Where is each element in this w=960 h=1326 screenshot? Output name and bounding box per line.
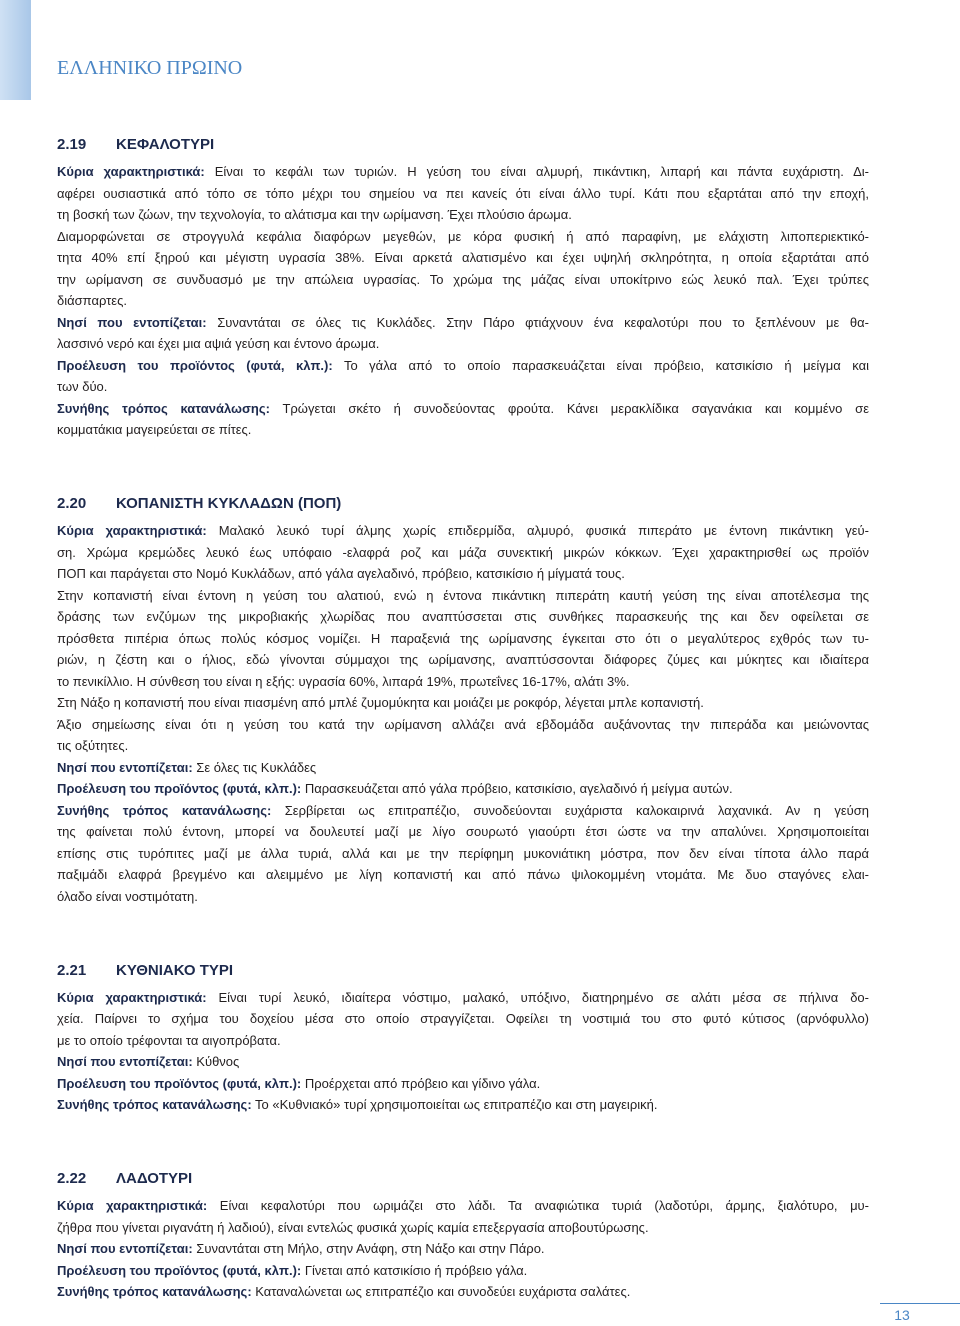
body-text: τις οξύτητες. [57,738,129,753]
text-line-content [57,164,869,179]
body-text: της φαίνεται πολύ έντονη, μπορεί να δουλευτεί μαζί με λίγο σουρωτό γιαούρτι έτσι ώστε να την απαλύνει. Χρησιμοποιείται [57,824,869,839]
text-line [57,183,869,205]
text-line [57,1094,869,1116]
text-line-content [57,1011,869,1026]
body-text: Στη Νάξο η κοπανιστή που είναι πιασμένη από μπλέ ζυμομύκητα και μοιάζει με ροκφόρ, λέγεται μπλε κοπανιστή. [57,695,704,710]
text-line-content [57,566,625,581]
page-header-title: ΕΛΛΗΝΙΚΟ ΠΡΩΙΝΟ [57,57,243,79]
text-line [57,312,869,334]
text-line [57,1238,869,1260]
footer-rule [880,1303,960,1304]
section-number: 2.22 [57,1170,87,1187]
body-text: κομματάκια μαγειρεύεται σε πίτες. [57,422,252,437]
text-line [57,757,869,779]
text-line-content [57,803,869,818]
body-text: επίσης στις τυρόπιτες μαζί με άλλα τυριά, αλλά και με την περίφημη μυκονιάτικη μόστρα, πον δεν είναι τίποτα άλλο παρά [57,845,869,861]
text-line [57,376,869,398]
field-label: Νησί που εντοπίζεται: [57,759,193,775]
body-text: Στην κοπανιστή είναι έντονη η γεύση του αλατιού, ενώ η έντονα πικάντικη πιπεράτη καυτή γεύση της είναι αποτέλεσμα της [57,587,869,603]
field-label: Νησί που εντοπίζεται: [57,1054,193,1069]
text-line-content [57,1198,869,1213]
text-line [57,864,869,886]
section-title: ΚΕΦΑΛΟΤΥΡΙ [116,136,215,153]
text-line-content [57,1284,630,1299]
header-accent-bar [0,0,31,100]
body-text: Σε όλες τις Κυκλάδες [196,759,317,775]
section-2-21 [57,960,869,1116]
text-line [57,692,869,714]
field-label: Προέλευση του προϊόντος (φυτά, κλπ.): [57,781,302,796]
text-line [57,1195,869,1217]
text-line [57,649,869,671]
text-line [57,355,869,377]
body-text: τητα 40% επί ξηρού και μέγιστη υγρασία 38%. Είναι αρκετά αλατισμένο και έχει υψηλή σκληρότητα, η οποία εξαρτάται από [57,250,869,265]
text-line [57,1281,869,1303]
field-label: Νησί που εντοπίζεται: [57,314,207,330]
body-text: λασσινό νερό και έχει μια αψιά γεύση και έντονο άρωμα. [57,336,380,351]
text-line [57,226,869,248]
text-line-content [57,293,127,308]
text-line [57,735,869,757]
body-text: Κύθνος [196,1054,240,1069]
text-line-content [57,609,869,624]
text-line-content [57,272,869,287]
text-line-content [57,545,869,560]
body-text: Μαλακό λευκό τυρί άλμης χωρίς επιδερμίδα, αλμυρό, φυσικά πιπεράτο με έντονη πικάντικη γεύ- [218,523,869,538]
text-line [57,1217,869,1239]
body-text: αφέρει ουσιαστικά από τόπο σε τόπο μέχρι του σημείου να πει κανείς ότι είναι άλλο τυρί. Κάτι που εξαρτάται από την εποχή, [57,185,869,201]
text-line-content [57,738,128,753]
body-text: το πενικίλλιο. Η σύνθεση του είναι η εξής: υγρασία 60%, λιπαρά 19%, πρωτεΐνες 16-17%, αλάτι 3%. [57,673,630,689]
text-line-content [57,1054,239,1069]
text-line [57,714,869,736]
text-line-content [57,781,733,796]
section-heading [57,960,869,982]
text-line-content [57,379,107,394]
text-line-content [57,1033,281,1048]
text-line-content [57,401,869,416]
text-line-content [57,523,869,538]
body-text: Είναι τυρί λευκό, ιδιαίτερα νόστιμο, μαλακό, υπόξινο, διατηρημένο σε αλάτι μέσα σε πήλινα δο- [218,989,869,1005]
text-line-content [57,1097,657,1112]
body-text: δράσης των ενζύμων της μικροβιακής χλωρίδας που αναπτύσσεται στις συνθήκες παρασκευής της και δεν οφείλεται σε [57,609,869,624]
text-line [57,204,869,226]
text-line [57,247,869,269]
text-line-content [57,990,869,1005]
text-line [57,269,869,291]
body-text: ριών, η ζέστη και ο ήλιος, εδώ γίνονται σύμμαχοι της ωρίμανσης, αναπτύσσονται διάφορες ζύμες και μύκητες και ιδιαίτερα [57,652,869,667]
field-label: Νησί που εντοπίζεται: [57,1241,193,1256]
text-line-content [57,1241,545,1256]
field-label: Προέλευση του προϊόντος (φυτά, κλπ.): [57,1075,302,1091]
section-2-20 [57,493,869,907]
text-line [57,606,869,628]
field-label: Προέλευση του προϊόντος (φυτά, κλπ.): [57,357,333,373]
text-line [57,1008,869,1030]
body-text: Γίνεται από κατσικίσιο ή πρόβειο γάλα. [304,1262,528,1278]
body-text: ΠΟΠ και παράγεται στο Νομό Κυκλάδων, από γάλα αγελαδινό, πρόβειο, κατσικίσιο ή μίγματά τους. [57,566,625,581]
body-text: παξιμάδι ελαφρά βρεγμένο και αλειμμένο με λίγη κοπανιστή και από πάνω ψιλοκομμένη ντομάτα. Με δυο σταγόνες ελαι- [57,867,869,882]
body-text: διάσπαρτες. [57,293,127,308]
text-line [57,398,869,420]
body-text: ζήθρα που γίνεται ριγανάτη ή λαδιού), είναι εντελώς φυσικά χωρίς καμία επεξεργασία αποβουτύρωσης. [57,1219,649,1235]
text-line [57,520,869,542]
text-line-content [57,588,869,603]
body-text: την ωρίμανση σε συνδυασμό με την απώλεια υγρασίας. Το χρώμα της μάζας είναι υποκίτρινο εώς λευκό παλ. Έχει τρύπες [57,271,869,287]
section-title: ΛΑΔΟΤΥΡΙ [116,1170,193,1187]
field-label: Συνήθης τρόπος κατανάλωσης: [57,802,272,818]
body-text: τη βοσκή των ζώων, την τεχνολογία, το αλάτισμα και την ωρίμανση. Έχει πλούσιο άρωμα. [57,207,572,222]
text-line-content [57,717,869,732]
body-text: όλαδο είναι νοστιμότατη. [57,888,198,904]
text-line [57,542,869,564]
field-label: Προέλευση του προϊόντος (φυτά, κλπ.): [57,1262,302,1278]
section-title: ΚΟΠΑΝΙΣΤΗ ΚΥΚΛΑΔΩΝ (ΠΟΠ) [116,495,342,512]
text-line [57,628,869,650]
body-text: Είναι κεφαλοτύρι που ωριμάζει στο λάδι. Τα αναφιώτικα τυριά (λαδοτύρι, άρμης, ξιαλότυρο, μυ- [219,1198,869,1213]
text-line [57,419,869,441]
body-text: Προέρχεται από πρόβειο και γίδινο γάλα. [304,1075,541,1091]
text-line-content [57,867,869,882]
body-text: Το «Κυθνιακό» τυρί χρησιμοποιείται ως επιτραπέζιο και στη μαγειρική. [255,1097,658,1112]
text-line-content [57,631,869,646]
text-line [57,671,869,693]
text-line-content [57,760,316,775]
text-line-content [57,652,869,667]
text-line [57,333,869,355]
body-text: Παρασκευάζεται από γάλα πρόβειο, κατσικίσιο, αγελαδινό ή μείγμα αυτών. [304,781,733,796]
page-number: 13 [894,1307,910,1323]
text-line [57,1073,869,1095]
text-line-content [57,889,198,904]
text-line-content [57,1220,649,1235]
text-line [57,843,869,865]
text-line-content [57,250,869,265]
body-text: χεία. Παίρνει το σχήμα του δοχείου μέσα στο οποίο στραγγίζεται. Οφείλει τη νοστιμιά του στο φυτό κύτισος (αρνόφυλλο) [57,1011,869,1026]
text-line [57,161,869,183]
text-line [57,800,869,822]
text-line [57,821,869,843]
body-text: Τρώγεται σκέτο ή συνοδεύοντας φρούτα. Κάνει μερακλίδικα σαγανάκια και κομμένο σε [282,400,869,416]
field-label: Συνήθης τρόπος κατανάλωσης: [57,1097,252,1112]
body-text: Καταναλώνεται ως επιτραπέζιο και συνοδεύει ευχάριστα σαλάτες. [255,1284,631,1299]
text-line [57,563,869,585]
section-number: 2.21 [57,961,87,979]
text-line-content [57,674,629,689]
field-label: Κύρια χαρακτηριστικά: [57,164,205,179]
text-line [57,1030,869,1052]
section-2-19 [57,134,869,441]
field-label: Κύρια χαρακτηριστικά: [57,1198,208,1213]
text-line-content [57,336,379,351]
body-text: Διαμορφώνεται σε στρογγυλά κεφάλια διαφόρων μεγεθών, με κόρα φυσική ή από παραφίνη, με ελάχιστη λιποπεριεκτικό- [57,228,869,244]
body-text: Συναντάται στη Μήλο, στην Ανάφη, στη Νάξο και στην Πάρο. [196,1241,545,1256]
section-number: 2.20 [57,495,87,512]
section-2-22 [57,1168,869,1303]
body-text: Το γάλα από το οποίο παρασκευάζεται είναι πρόβειο, κατσικίσιο ή μείγμα και [343,357,869,373]
text-line [57,987,869,1009]
field-label: Συνήθης τρόπος κατανάλωσης: [57,400,270,416]
text-line-content [57,1263,527,1278]
body-text: ση. Χρώμα κρεμώδες λευκό έως υπόφαιο -ελαφρά ροζ και μάζα συνεκτική μικρών κόκκων. Έχει χαρακτηρισθεί ως προϊόν [57,544,869,560]
section-number: 2.19 [57,136,87,153]
text-line [57,1260,869,1282]
text-line-content [57,422,251,437]
text-line-content [57,846,869,861]
field-label: Συνήθης τρόπος κατανάλωσης: [57,1284,252,1299]
text-line [57,585,869,607]
text-line [57,886,869,908]
body-text: των δύο. [57,379,108,394]
text-line [57,290,869,312]
text-line-content [57,186,869,201]
text-line-content [57,824,869,839]
section-heading [57,1168,869,1190]
text-line-content [57,1076,540,1091]
field-label: Κύρια χαρακτηριστικά: [57,523,207,538]
document-body [57,134,869,1303]
section-heading [57,493,869,515]
body-text: Συναντάται σε όλες τις Κυκλάδες. Στην Πάρο φτιάχνουν ένα κεφαλοτύρι που το ξεπλένουν με θα- [217,314,869,330]
field-label: Κύρια χαρακτηριστικά: [57,989,207,1005]
section-heading [57,134,869,156]
text-line-content [57,358,869,373]
text-line-content [57,695,704,710]
body-text: πρόσθετα πιπέρια όπως πολύς κόσμος νομίζει. Η παραξενιά της ωρίμανσης έγκειται στο ότι ο μεγαλύτερος εχθρός των τυ- [57,630,869,646]
text-line-content [57,207,572,222]
text-line-content [57,315,869,330]
body-text: Άξιο σημείωσης είναι ότι η γεύση του κατά την ωρίμανση αλλάζει ανά εβδομάδα αυξάνοντας την πιπεράδα και μειώνοντας [57,716,869,732]
text-line-content [57,229,869,244]
body-text: με το οποίο τρέφονται τα αιγοπρόβατα. [57,1032,281,1048]
text-line [57,1051,869,1073]
section-title: ΚΥΘΝΙΑΚΟ ΤΥΡΙ [116,961,234,979]
text-line [57,778,869,800]
body-text: Είναι το κεφάλι των τυριών. Η γεύση του είναι αλμυρή, πικάντικη, λιπαρή και πάντα ευχάριστη. Δι- [214,164,870,179]
body-text: Σερβίρεται ως επιτραπέζιο, συνοδεύονται ευχάριστα καλοκαιρινά λαχανικά. Αν η γεύση [284,802,869,818]
